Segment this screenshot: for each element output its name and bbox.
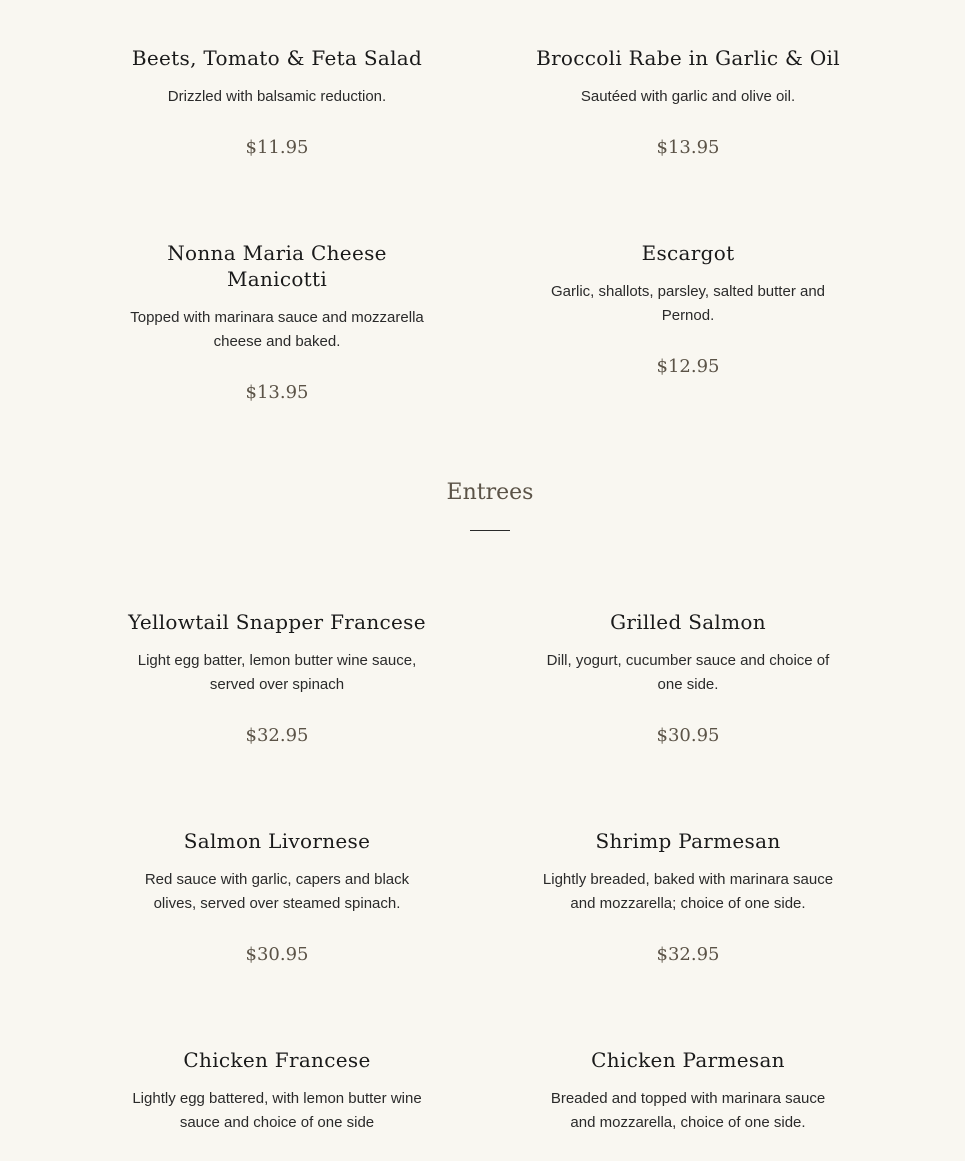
menu-item-manicotti bbox=[117, 240, 437, 404]
item-price: $32.95 bbox=[656, 944, 720, 965]
menu-item-salmon-livornese bbox=[117, 828, 437, 966]
section-title-entrees: Entrees bbox=[446, 480, 534, 505]
item-description: Garlic, shallots, parsley, salted butter and Pernod. bbox=[550, 283, 826, 324]
item-name: Broccoli Rabe in Garlic & Oil bbox=[536, 46, 840, 70]
item-price: $11.95 bbox=[245, 137, 309, 158]
item-name: Beets, Tomato & Feta Salad bbox=[131, 46, 423, 70]
menu-item-chicken-francese bbox=[117, 1047, 437, 1135]
item-description: Topped with marinara sauce and mozzarella cheese and baked. bbox=[130, 309, 424, 350]
menu-item-broccoli-rabe bbox=[528, 45, 848, 159]
section-divider bbox=[470, 530, 510, 531]
item-price: $13.95 bbox=[656, 137, 720, 158]
item-name: Yellowtail Snapper Francese bbox=[128, 610, 426, 634]
item-name: Chicken Francese bbox=[183, 1048, 371, 1072]
item-price: $13.95 bbox=[245, 382, 309, 403]
item-name: Chicken Parmesan bbox=[591, 1048, 785, 1072]
menu-item-shrimp-parmesan bbox=[528, 828, 848, 966]
item-description: Sautéed with garlic and olive oil. bbox=[580, 88, 796, 105]
item-price: $30.95 bbox=[245, 944, 309, 965]
item-name: Nonna Maria Cheese Manicotti bbox=[167, 241, 387, 291]
item-description: Breaded and topped with marinara sauce and mozzarella, choice of one side. bbox=[550, 1090, 826, 1131]
item-price: $12.95 bbox=[656, 356, 720, 377]
item-name: Escargot bbox=[641, 241, 735, 265]
item-name: Shrimp Parmesan bbox=[595, 829, 781, 853]
item-price: $30.95 bbox=[656, 725, 720, 746]
item-name: Salmon Livornese bbox=[183, 829, 371, 853]
menu-item-beets-salad bbox=[117, 45, 437, 159]
menu-item-chicken-parmesan bbox=[528, 1047, 848, 1135]
item-description: Lightly egg battered, with lemon butter wine sauce and choice of one side bbox=[132, 1090, 422, 1131]
item-description: Drizzled with balsamic reduction. bbox=[167, 88, 387, 105]
item-description: Lightly breaded, baked with marinara sauce and mozzarella; choice of one side. bbox=[542, 871, 834, 912]
menu-item-yellowtail-snapper bbox=[117, 609, 437, 747]
item-description: Light egg batter, lemon butter wine sauce, served over spinach bbox=[137, 652, 417, 693]
menu-item-escargot bbox=[528, 240, 848, 378]
item-name: Grilled Salmon bbox=[610, 610, 766, 634]
item-description: Dill, yogurt, cucumber sauce and choice of one side. bbox=[546, 652, 830, 693]
item-price: $32.95 bbox=[245, 725, 309, 746]
menu-item-grilled-salmon bbox=[528, 609, 848, 747]
item-description: Red sauce with garlic, capers and black olives, served over steamed spinach. bbox=[144, 871, 410, 912]
